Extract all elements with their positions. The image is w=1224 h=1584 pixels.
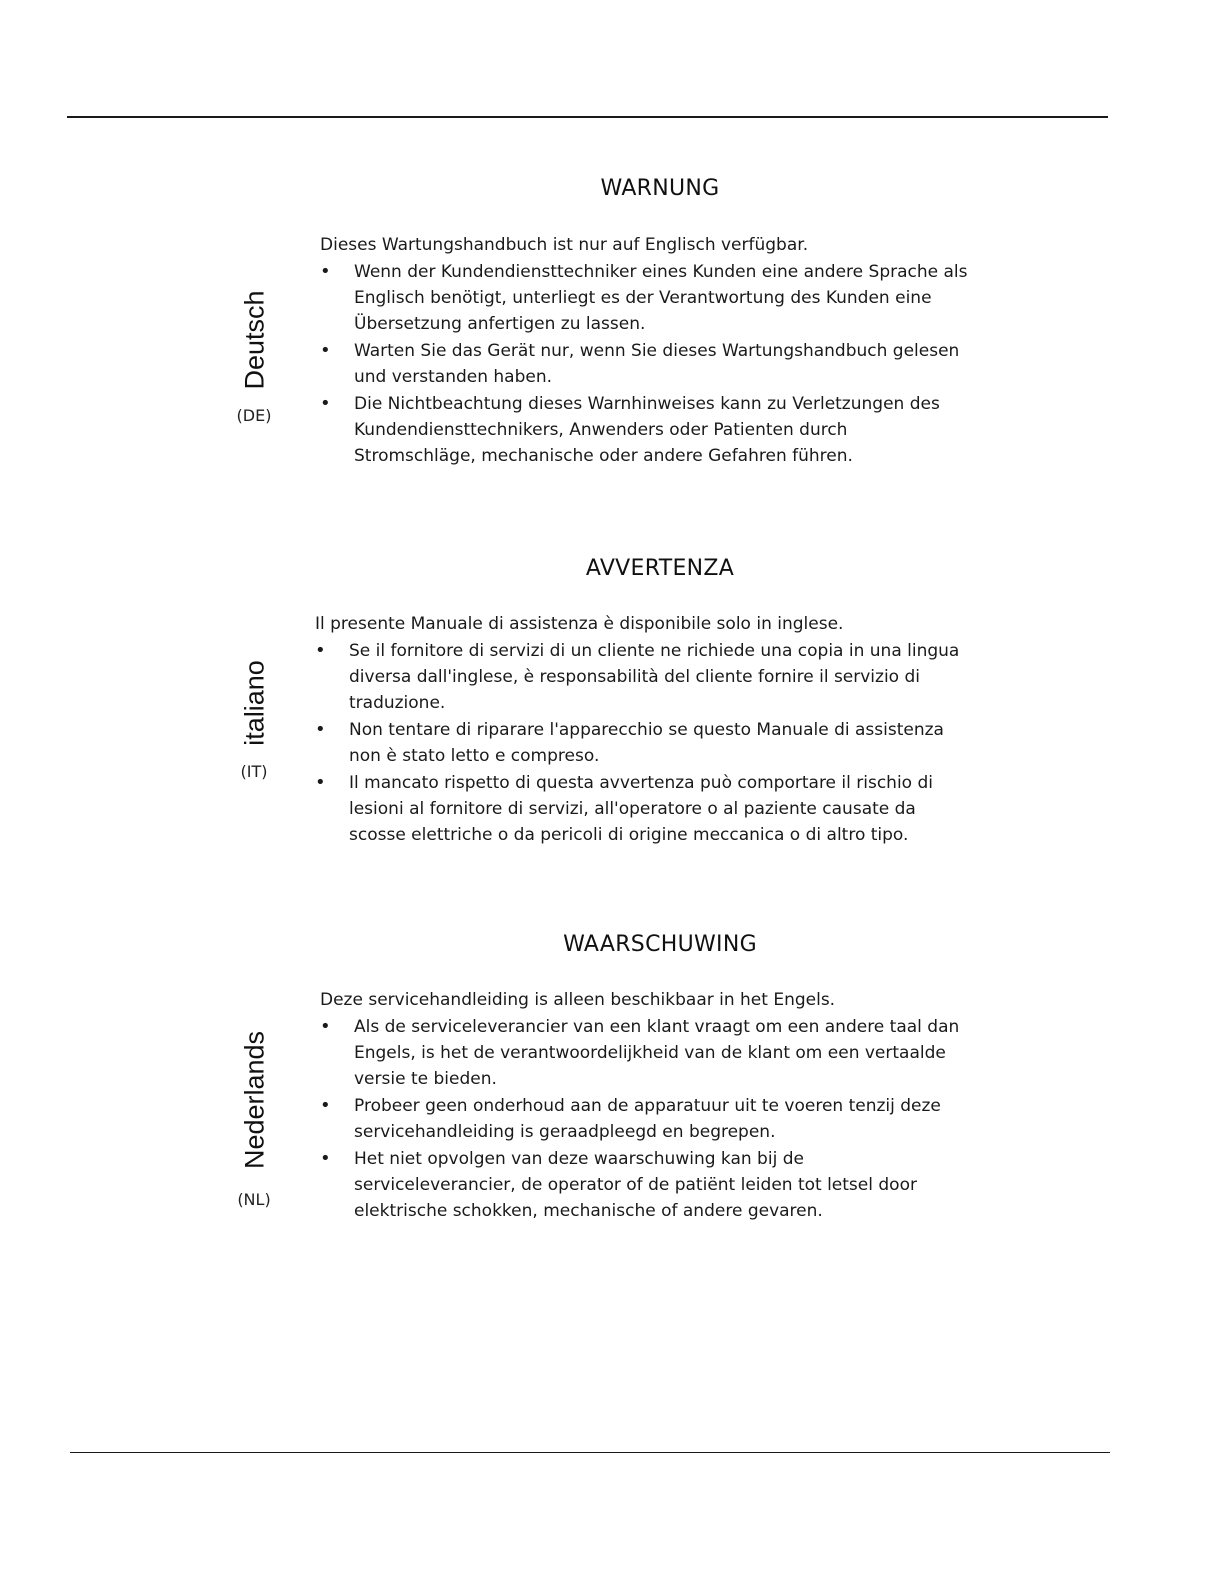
bullet-text: Als de serviceleverancier van een klant vraagt om een andere taal dan Engels, is het de verantwoordelijkheid van de klant om een vertaalde versie te bieden.	[354, 1017, 960, 1089]
language-name: Deutsch	[239, 290, 270, 390]
warning-heading: AVVERTENZA	[585, 556, 735, 581]
bullet-icon: •	[320, 393, 331, 414]
language-name: italiano	[239, 660, 270, 746]
bullet-icon: •	[315, 640, 326, 661]
bullet-text: Die Nichtbeachtung dieses Warnhinweises kann zu Verletzungen des Kundendiensttechnikers, Anwenders oder Patienten durch Stromschläge, mechanische oder andere Gefahren führen.	[354, 394, 940, 466]
bullet-text: Wenn der Kundendiensttechniker eines Kunden eine andere Sprache als Englisch benötigt, unterliegt es der Verantwortung des Kunden eine Übersetzung anfertigen zu lassen.	[354, 262, 968, 334]
list-item	[320, 1093, 970, 1145]
bullet-text: Warten Sie das Gerät nur, wenn Sie dieses Wartungshandbuch gelesen und verstanden haben.	[354, 341, 960, 387]
bullet-text: Il mancato rispetto di questa avvertenza può comportare il rischio di lesioni al fornitore di servizi, all'operatore o al paziente causate da scosse elettriche o da pericoli di origine meccanica o di altro tipo.	[349, 773, 934, 845]
list-item	[315, 638, 965, 716]
warning-bullets	[320, 259, 970, 470]
bullet-icon: •	[320, 1016, 331, 1037]
list-item	[320, 391, 970, 469]
warning-heading: WARNUNG	[600, 176, 720, 201]
bullet-text: Se il fornitore di servizi di un cliente ne richiede una copia in una lingua diversa dall'inglese, è responsabilità del cliente fornire il servizio di traduzione.	[349, 641, 960, 713]
top-rule	[67, 116, 1108, 118]
warning-bullets	[320, 1014, 970, 1225]
language-code: (IT)	[240, 762, 268, 781]
warning-heading: WAARSCHUWING	[563, 932, 757, 957]
bullet-icon: •	[320, 1095, 331, 1116]
bullet-icon: •	[320, 340, 331, 361]
list-item	[315, 717, 965, 769]
language-name: Nederlands	[239, 1030, 270, 1170]
list-item	[320, 1146, 970, 1224]
warning-intro: Deze servicehandleiding is alleen beschikbaar in het Engels.	[320, 990, 836, 1010]
list-item	[320, 338, 970, 390]
warning-intro: Dieses Wartungshandbuch ist nur auf Englisch verfügbar.	[320, 235, 809, 255]
bullet-text: Non tentare di riparare l'apparecchio se questo Manuale di assistenza non è stato letto e compreso.	[349, 720, 944, 766]
bullet-icon: •	[320, 1148, 331, 1169]
warning-intro: Il presente Manuale di assistenza è disponibile solo in inglese.	[315, 614, 844, 634]
warning-bullets	[315, 638, 965, 849]
bullet-icon: •	[315, 719, 326, 740]
list-item	[320, 1014, 970, 1092]
bullet-text: Het niet opvolgen van deze waarschuwing kan bij de serviceleverancier, de operator of de patiënt leiden tot letsel door elektrische schokken, mechanische of andere gevaren.	[354, 1149, 917, 1221]
bottom-rule	[70, 1452, 1110, 1453]
list-item	[315, 770, 965, 848]
bullet-icon: •	[320, 261, 331, 282]
bullet-text: Probeer geen onderhoud aan de apparatuur uit te voeren tenzij deze servicehandleiding is geraadpleegd en begrepen.	[354, 1096, 941, 1142]
language-code: (DE)	[236, 406, 272, 425]
list-item	[320, 259, 970, 337]
bullet-icon: •	[315, 772, 326, 793]
language-code: (NL)	[237, 1190, 271, 1209]
